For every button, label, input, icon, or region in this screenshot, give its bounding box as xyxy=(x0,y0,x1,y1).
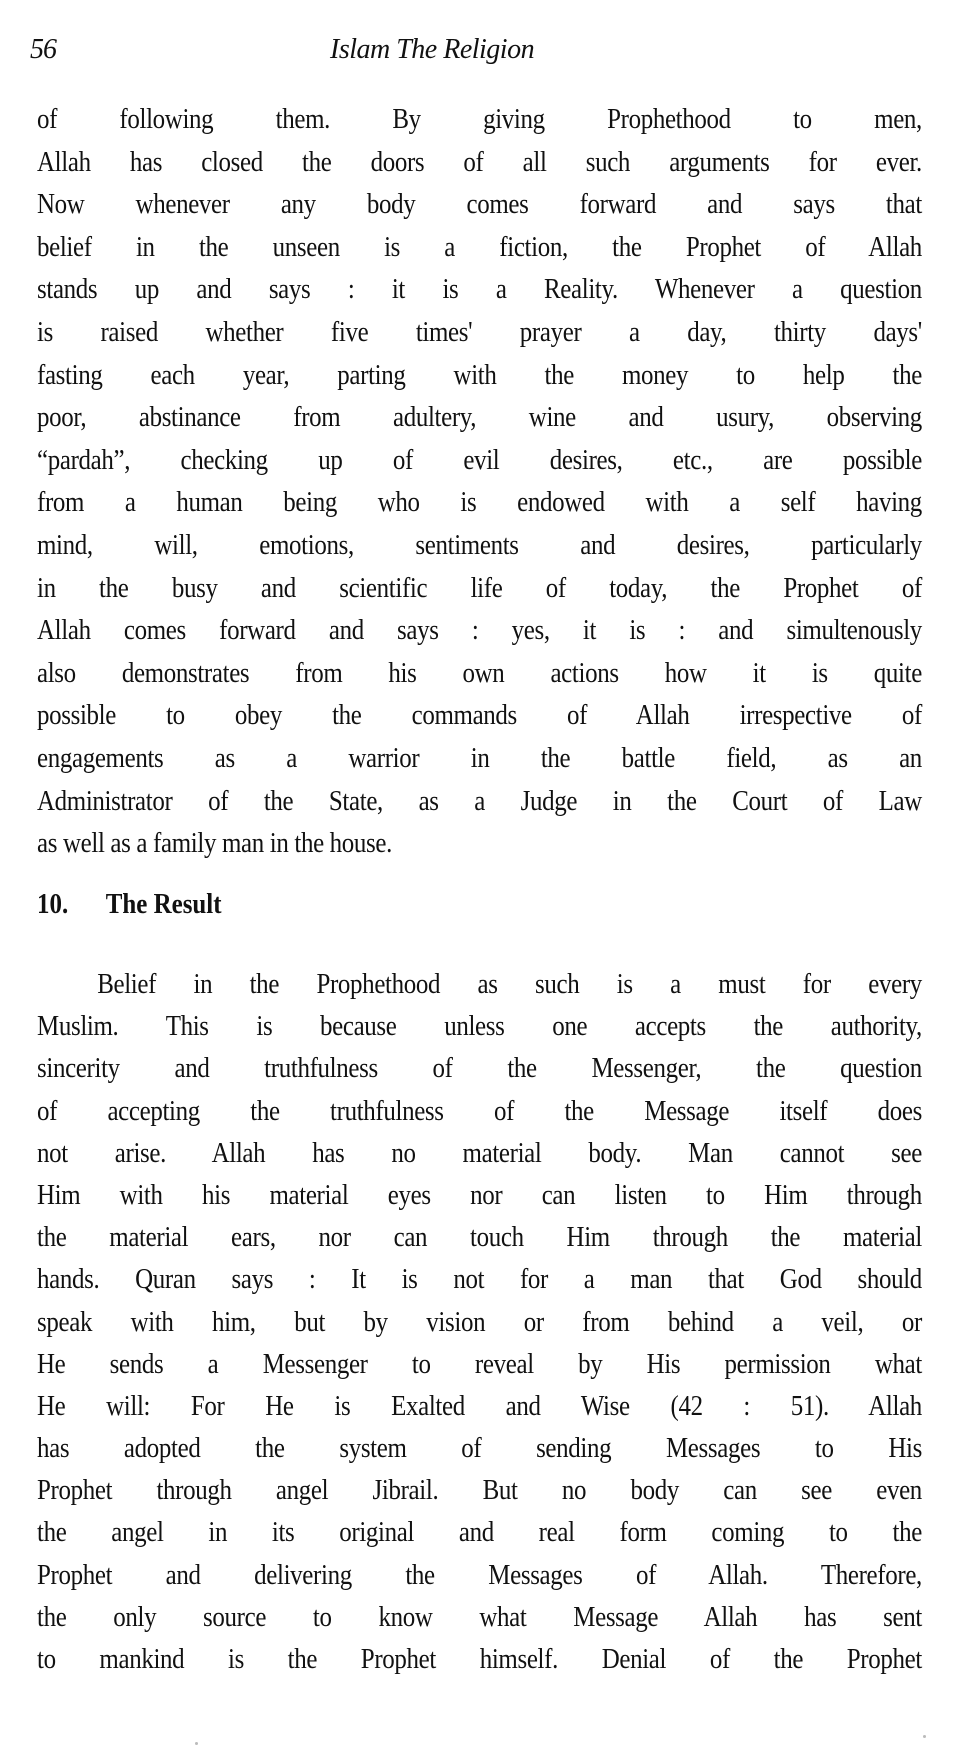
text-line: speak with him, but by vision or from behind a veil, or xyxy=(37,1305,922,1338)
text-line: has adopted the system of sending Messages to His xyxy=(37,1432,922,1465)
text-line: “pardah”, checking up of evil desires, etc., are possible xyxy=(37,443,922,476)
section-heading xyxy=(37,888,222,921)
text-line: Prophet through angel Jibrail. But no body can see even xyxy=(37,1474,922,1507)
text-line: to mankind is the Prophet himself. Denial of the Prophet xyxy=(37,1643,922,1675)
text-line: He will: For He is Exalted and Wise (42 : 51). Allah xyxy=(37,1389,922,1422)
text-line: in the busy and scientific life of today, the Prophet of xyxy=(37,571,922,604)
text-line: poor, abstinance from adultery, wine and usury, observing xyxy=(37,401,922,434)
text-line: fasting each year, parting with the money to help the xyxy=(37,358,922,391)
text-line: the angel in its original and real form coming to the xyxy=(37,1516,922,1549)
text-line: Allah comes forward and says : yes, it is : and simultenously xyxy=(37,614,922,647)
text-line: engagements as a warrior in the battle field, as an xyxy=(37,741,922,774)
text-line: the only source to know what Message Allah has sent xyxy=(37,1600,922,1633)
scan-speck xyxy=(195,1742,198,1745)
page-header xyxy=(30,34,930,74)
text-line: Prophet and delivering the Messages of Allah. Therefore, xyxy=(37,1558,922,1591)
text-line: also demonstrates from his own actions how it is quite xyxy=(37,656,922,689)
text-line: is raised whether five times' prayer a day, thirty days' xyxy=(37,315,922,348)
text-line: belief in the unseen is a fiction, the Prophet of Allah xyxy=(37,230,922,263)
text-line: not arise. Allah has no material body. Man cannot see xyxy=(37,1136,922,1169)
text-line: He sends a Messenger to reveal by His permission what xyxy=(37,1347,922,1380)
text-line: Administrator of the State, as a Judge in the Court of Law xyxy=(37,784,922,817)
scan-speck xyxy=(923,1735,926,1738)
section-title: The Result xyxy=(105,888,222,920)
text-line: Belief in the Prophethood as such is a must for every xyxy=(97,968,922,1000)
text-line: Muslim. This is because unless one accepts the authority, xyxy=(37,1010,922,1043)
text-line: of following them. By giving Prophethood to men, xyxy=(37,103,922,135)
text-line: as well as a family man in the house. xyxy=(37,827,393,860)
text-line: Allah has closed the doors of all such arguments for ever. xyxy=(37,145,922,178)
text-line: of accepting the truthfulness of the Message itself does xyxy=(37,1094,922,1127)
text-line: sincerity and truthfulness of the Messenger, the question xyxy=(37,1052,922,1085)
section-number: 10. xyxy=(37,888,69,920)
paragraph-continued xyxy=(37,98,922,865)
text-line: Him with his material eyes nor can listen to Him through xyxy=(37,1178,922,1211)
text-line: Now whenever any body comes forward and says that xyxy=(37,188,922,221)
text-line: the material ears, nor can touch Him through the material xyxy=(37,1221,922,1254)
text-line: possible to obey the commands of Allah irrespective of xyxy=(37,699,922,732)
text-line: from a human being who is endowed with a self having xyxy=(37,486,922,519)
page-number: 56 xyxy=(30,34,56,65)
paragraph-result xyxy=(37,963,922,1680)
text-line: stands up and says : it is a Reality. Whenever a question xyxy=(37,273,922,306)
text-line: hands. Quran says : It is not for a man that God should xyxy=(37,1263,922,1296)
running-title: Islam The Religion xyxy=(330,34,535,65)
text-line: mind, will, emotions, sentiments and desires, particularly xyxy=(37,528,922,561)
